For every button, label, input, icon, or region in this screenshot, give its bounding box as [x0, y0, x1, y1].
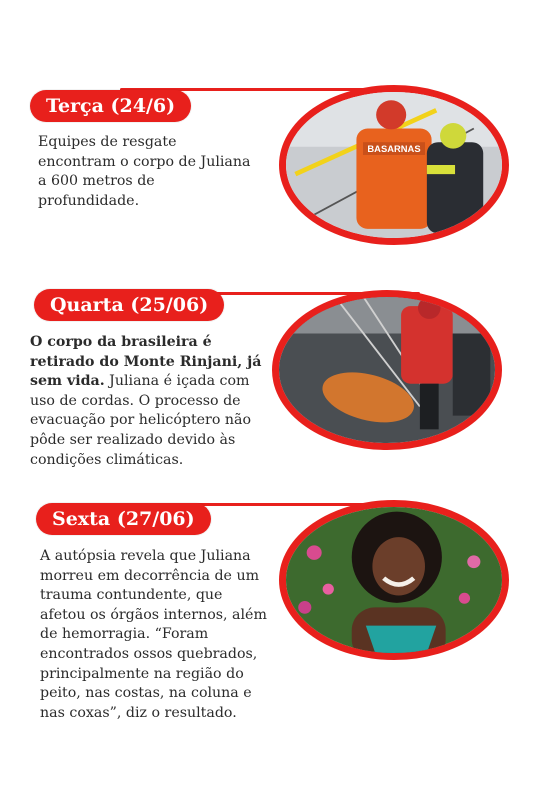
date-badge: Sexta (27/06) — [36, 503, 211, 535]
date-badge: Terça (24/6) — [30, 90, 191, 122]
rope-lift-photo — [272, 290, 502, 450]
date-badge: Quarta (25/06) — [34, 289, 224, 321]
entry-text — [30, 333, 262, 470]
vest-label: BASARNAS — [367, 144, 421, 155]
rescue-team-photo — [279, 85, 509, 245]
entry-text-bold: O corpo da brasileira é retirado do Monte Rinjani, já sem vida. — [30, 334, 262, 390]
portrait-photo — [279, 500, 509, 660]
entry-text-plain: Juliana é içada com uso de cordas. O processo de evacuação por helicóptero não pôde ser realizado devido às condições climáticas. — [30, 373, 252, 468]
entry-text — [38, 133, 256, 211]
entry-text-plain: Equipes de resgate encontram o corpo de Juliana a 600 metros de profundidade. — [38, 134, 251, 209]
entry-text — [40, 547, 268, 723]
entry-text-plain: A autópsia revela que Juliana morreu em decorrência de um trauma contundente, que afetou os órgãos internos, além de hemorragia. “Foram encontrados ossos quebrados, principalmente na região do peito, nas costas, na coluna e nas coxas”, diz o resultado. — [40, 548, 267, 721]
